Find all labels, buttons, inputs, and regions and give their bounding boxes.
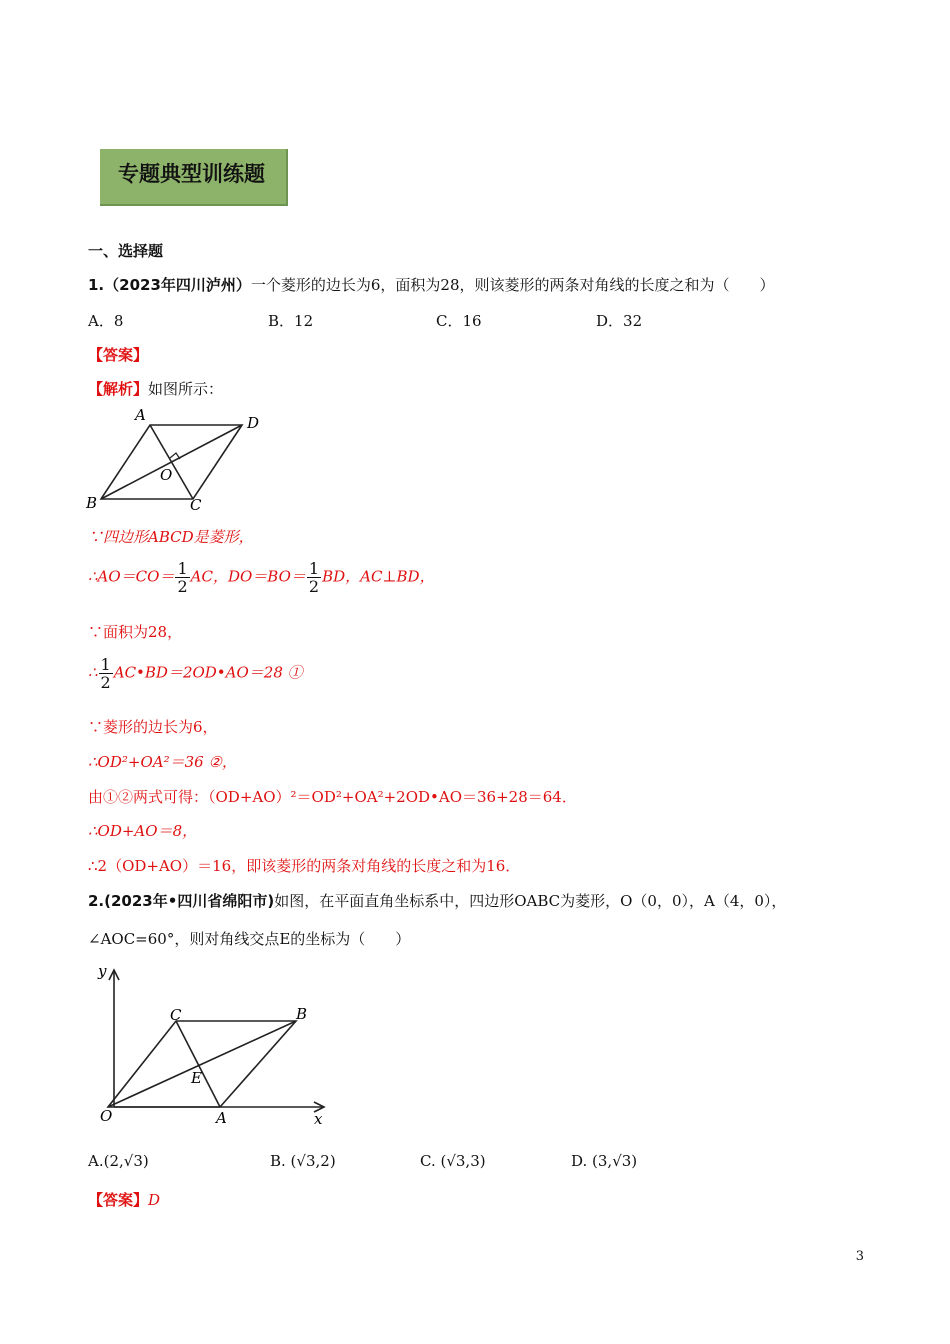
q2-label-e: E <box>191 1069 202 1087</box>
q1-source: （2023年四川泸州） <box>104 276 251 294</box>
q1-option-c: C．16 <box>436 312 482 330</box>
q1-option-b: B．12 <box>268 312 314 330</box>
q2-coordinate-figure <box>88 958 338 1133</box>
q2-label-y: y <box>98 962 107 980</box>
q2-stem-1: 如图，在平面直角坐标系中，四边形OABC为菱形，O（0，0），A（4，0）， <box>274 892 787 910</box>
q1-answer-label: 【答案】 <box>88 346 149 364</box>
q1-analysis <box>88 378 223 399</box>
q1-line-5: ∵菱形的边长为6， <box>88 718 218 736</box>
q2-option-a: A.(2,√3) <box>88 1152 149 1170</box>
page-number: 3 <box>855 1249 864 1264</box>
q1-label-o: O <box>160 466 173 484</box>
q1-line-6: ∴OD²+OA²＝36 ②， <box>88 753 237 771</box>
banner-title: 专题典型训练题 <box>118 162 265 186</box>
q1-line-7: 由①②两式可得：（OD+AO）²＝OD²+OA²+2OD•AO＝36+28＝64． <box>88 788 577 806</box>
q2-label-o: O <box>100 1107 113 1125</box>
q1-number: 1. <box>88 276 105 294</box>
q1-stem: 一个菱形的边长为6，面积为28，则该菱形的两条对角线的长度之和为（ ） <box>250 276 775 294</box>
q2-option-b: B. (√3,2) <box>270 1152 336 1170</box>
q1-line-4: ∴ $\frac{1}{2}$ AC•BD＝2OD•AO＝28 ① <box>88 655 303 692</box>
q2-option-d: D. (3,√3) <box>571 1152 638 1170</box>
q1-line-3: ∵面积为28， <box>88 623 183 641</box>
q2-answer <box>88 1189 160 1210</box>
q2-source: (2023年•四川省绵阳市) <box>104 892 275 910</box>
fraction-half: $\frac{1}{2}$ <box>308 559 320 596</box>
q2-number: 2. <box>88 892 105 910</box>
q1-label-b: B <box>86 494 98 512</box>
q1-line-1: ∵四边形ABCD是菱形， <box>88 528 254 546</box>
q2-label-a: A <box>216 1109 227 1127</box>
q1-option-d: D．32 <box>596 312 643 330</box>
q1-analysis-intro: 如图所示： <box>148 380 224 398</box>
q1-line-8: ∴OD+AO＝8， <box>88 822 198 840</box>
section-heading: 一、选择题 <box>88 242 164 260</box>
q2-label-b: B <box>296 1005 308 1023</box>
q2-stem-line-1 <box>88 890 786 911</box>
q1-line-9: ∴2（OD+AO）＝16，即该菱形的两条对角线的长度之和为16． <box>88 857 521 875</box>
q2-answer-label: 【答案】 <box>88 1191 149 1209</box>
q1-label-a: A <box>135 406 146 424</box>
section-banner <box>100 149 288 206</box>
fraction-half: $\frac{1}{2}$ <box>100 655 111 692</box>
q1-rhombus-figure <box>80 400 270 515</box>
q2-stem-line-2: ∠AOC=60°，则对角线交点E的坐标为（ ） <box>88 930 411 948</box>
q2-answer-value: D <box>148 1191 161 1209</box>
q2-label-x: x <box>314 1110 323 1128</box>
fraction-half: $\frac{1}{2}$ <box>177 559 188 596</box>
q1-label-c: C <box>190 496 202 514</box>
q1-label-d: D <box>247 414 260 432</box>
q2-option-c: C. (√3,3) <box>420 1152 486 1170</box>
q2-label-c: C <box>170 1006 182 1024</box>
q1-line-2: ∴AO＝CO＝ $\frac{1}{2}$ AC，DO＝BO＝ $\frac{1}{2}$ BD，AC⊥BD， <box>88 559 435 596</box>
q1-option-a: A．8 <box>88 312 124 330</box>
q1-analysis-label: 【解析】 <box>88 380 149 398</box>
q1-stem-line <box>88 274 775 295</box>
